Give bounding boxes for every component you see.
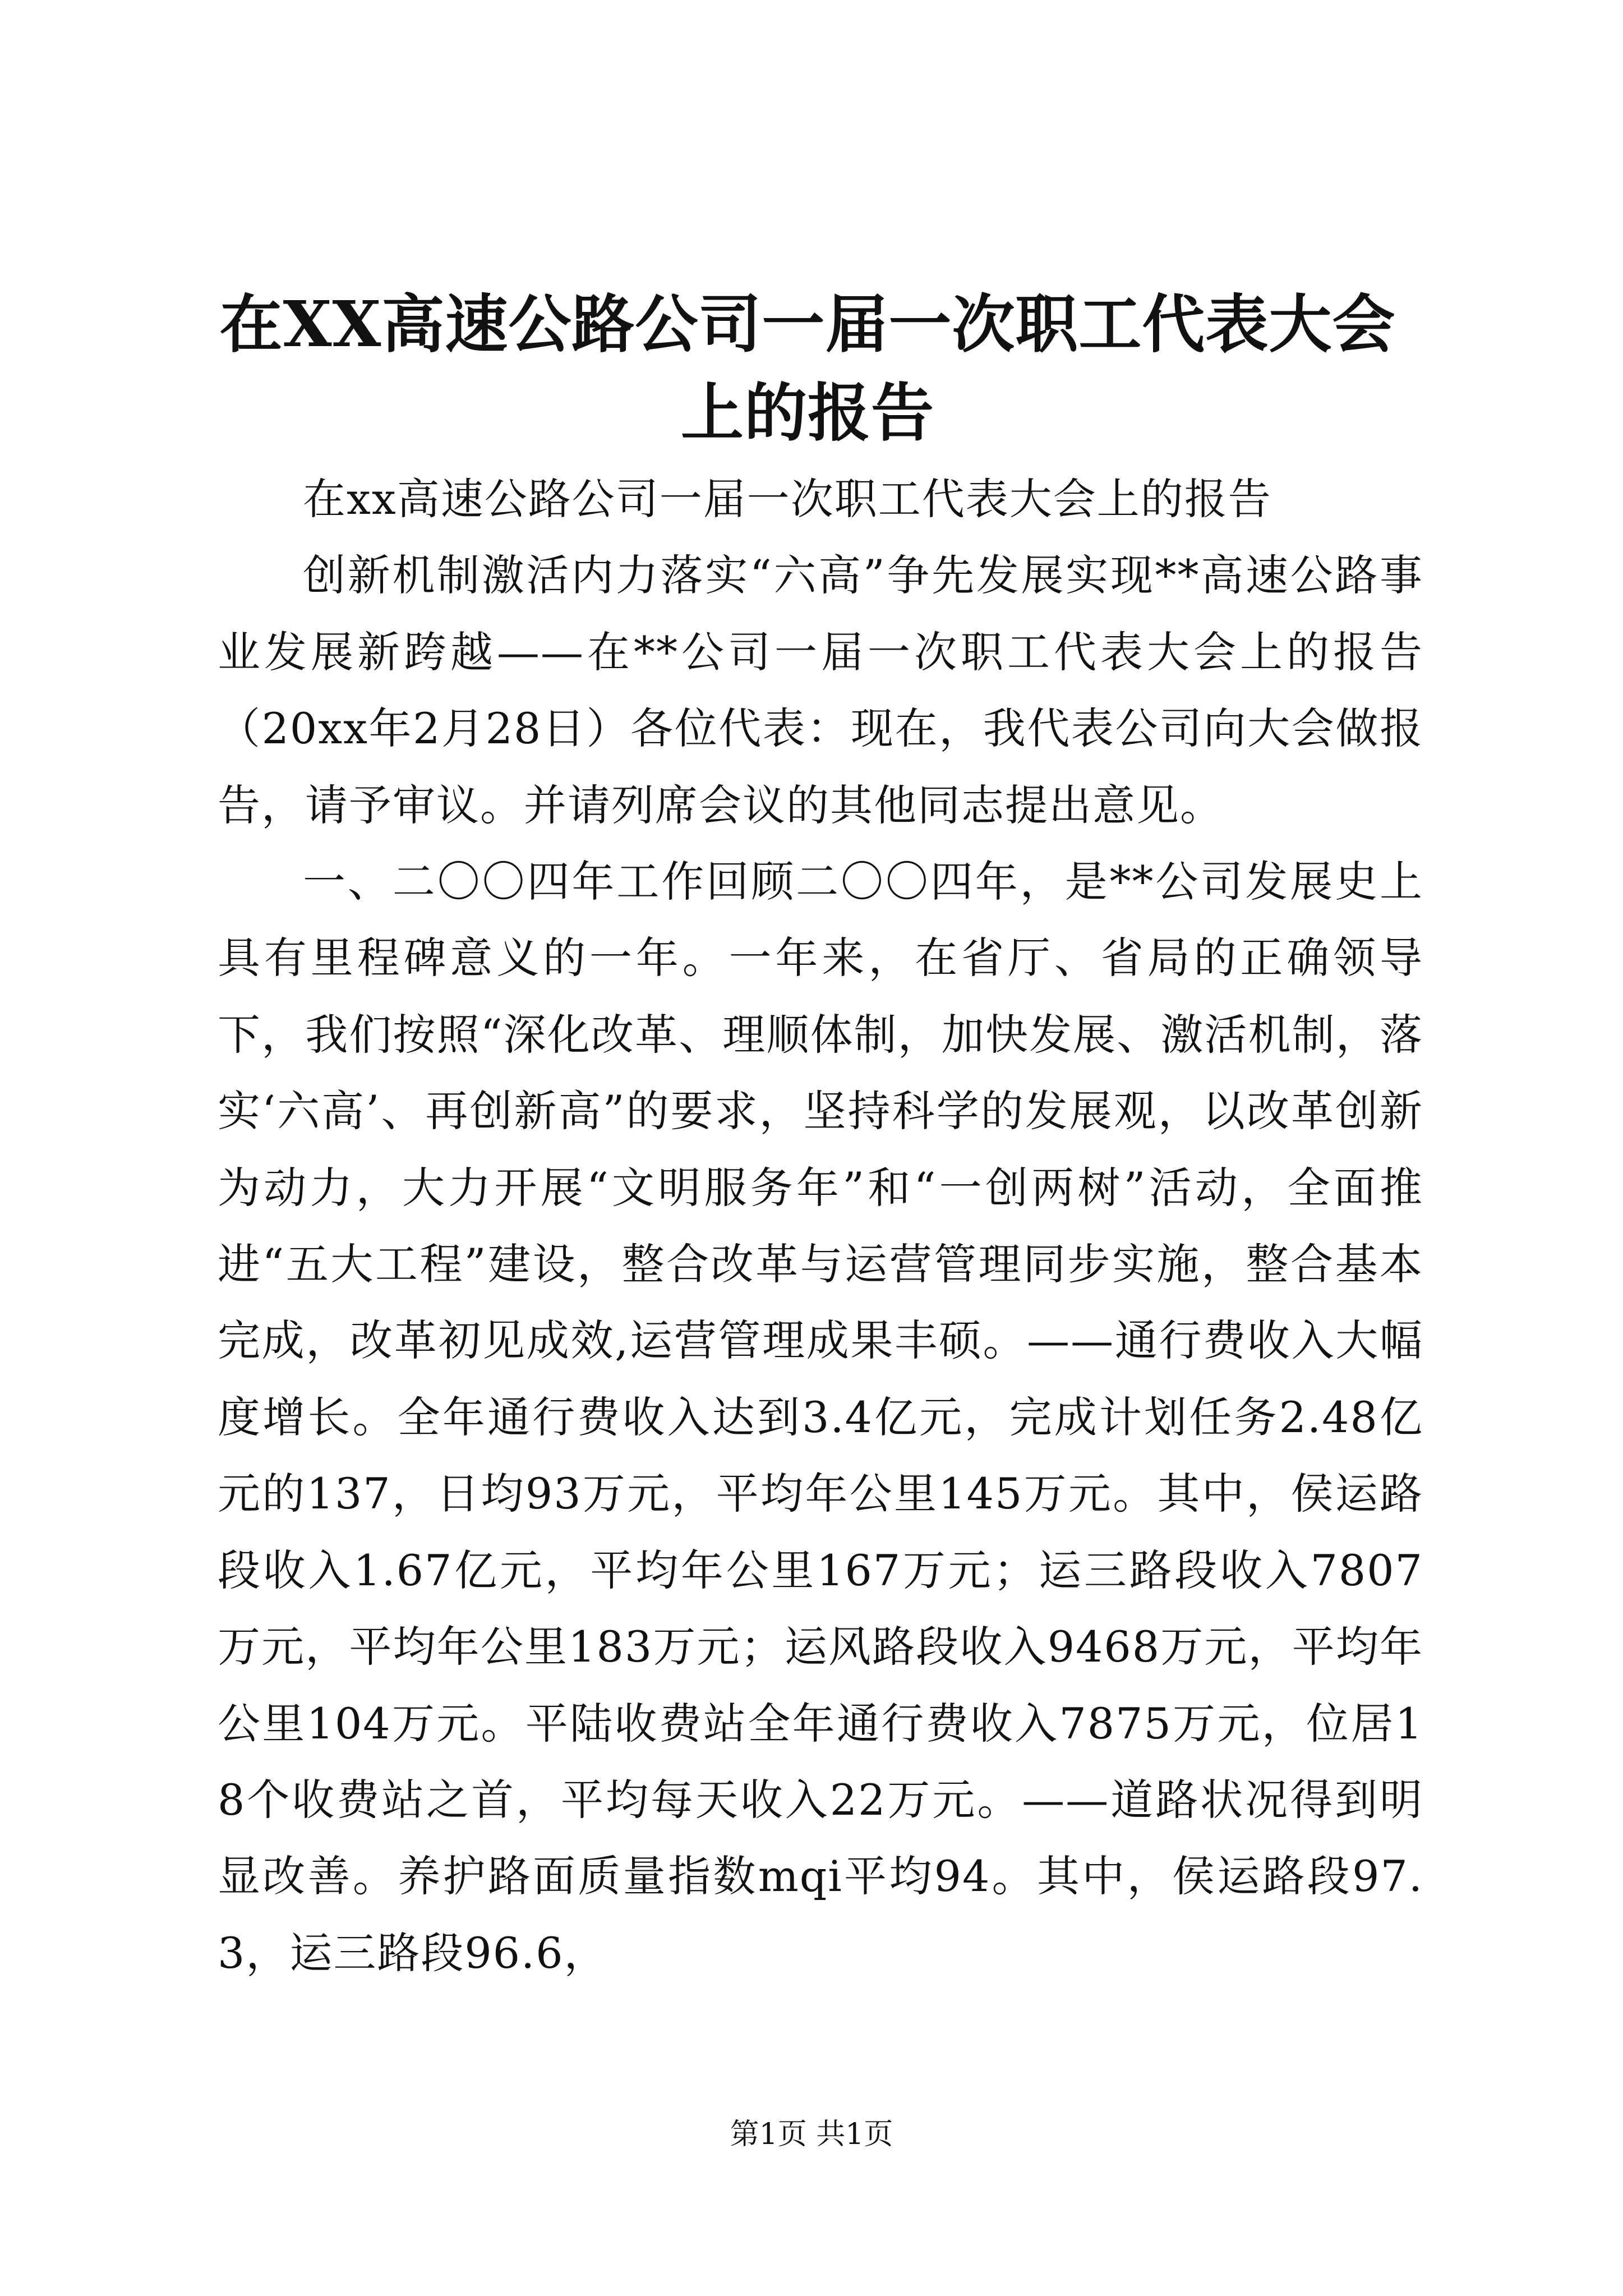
document-body	[218, 461, 1423, 1991]
paragraph-review: 一、二〇〇四年工作回顾二〇〇四年，是**公司发展史上具有里程碑意义的一年。一年来，在省厅、省局的正确领导下，我们按照“深化改革、理顺体制，加快发展、激活机制，落实‘六高’、再创新高”的要求，坚持科学的发展观，以改革创新为动力，大力开展“文明服务年”和“一创两树”活动，全面推进“五大工程”建设，整合改革与运营管理同步实施，整合基本完成，改革初见成效,运营管理成果丰硕。——通行费收入大幅度增长。全年通行费收入达到3.4亿元，完成计划任务2.48亿元的137，日均93万元，平均年公里145万元。其中，侯运路段收入1.67亿元，平均年公里167万元；运三路段收入7807万元，平均年公里183万元；运风路段收入9468万元，平均年公里104万元。平陆收费站全年通行费收入7875万元，位居18个收费站之首，平均每天收入22万元。——道路状况得到明显改善。养护路面质量指数mqi平均94。其中，侯运路段97.3，运三路段96.6，	[218, 857, 1423, 1978]
page-footer: 第1页 共1页	[730, 2118, 893, 2151]
paragraph-subtitle: 在xx高速公路公司一届一次职工代表大会上的报告	[303, 474, 1272, 524]
document-title: 在XX高速公路公司一届一次职工代表大会上的报告	[219, 288, 1396, 450]
paragraph-opening: 创新机制激活内力落实“六高”争先发展实现**高速公路事业发展新跨越——在**公司一届一次职工代表大会上的报告（20xx年2月28日）各位代表：现在，我代表公司向大会做报告，请予审议。并请列席会议的其他同志提出意见。	[218, 550, 1423, 830]
